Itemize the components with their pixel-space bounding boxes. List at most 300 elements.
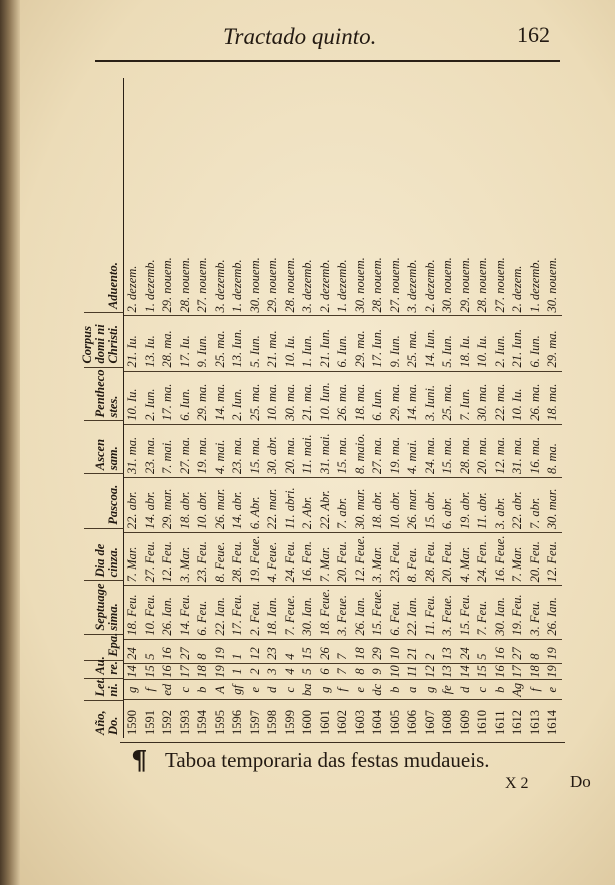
- cell-epact: 8: [194, 639, 212, 663]
- cell-ash-wednesday: 7. Mar.: [509, 532, 527, 585]
- cell-corpus-christi: 10. Iu.: [474, 315, 492, 370]
- cell-ascension: 23. ma.: [142, 424, 160, 477]
- cell-ash-wednesday: 12. Feu.: [544, 532, 562, 585]
- cell-septuagesima: 26. Ian.: [544, 585, 562, 638]
- cell-ascension: 8. ma.: [544, 424, 562, 477]
- cell-advent: 1. dezemb.: [335, 259, 350, 313]
- cell-year: 1610: [474, 699, 492, 738]
- cell-septuagesima: 18. Feue.: [317, 585, 335, 638]
- cell-easter: 15. abr.: [422, 477, 440, 532]
- cell-pentecost: 30. ma.: [282, 371, 300, 424]
- cell-dominical-letter: c: [282, 679, 300, 699]
- table-row: [544, 78, 562, 738]
- table-row: [527, 78, 545, 738]
- cell-ascension: 31. ma.: [124, 424, 142, 477]
- cell-septuagesima: 15. Feu.: [457, 585, 475, 638]
- table-row: [509, 78, 527, 738]
- cell-ash-wednesday: 28. Feu.: [422, 532, 440, 585]
- cell-advent: 29. nouem.: [160, 257, 175, 313]
- cell-corpus-christi: 29. ma.: [544, 315, 562, 370]
- cell-golden-number: 18: [194, 663, 212, 680]
- cell-pentecost: 25. ma.: [247, 371, 265, 424]
- cell-dominical-letter: b: [387, 679, 405, 699]
- cell-golden-number: 2: [247, 663, 265, 680]
- page-number: 162: [517, 22, 550, 47]
- table-caption: Taboa temporaria das festas mudaueis.: [165, 748, 490, 772]
- column-header-epact: Epa.: [84, 634, 124, 660]
- cell-golden-number: 17: [177, 663, 195, 680]
- cell-pentecost: 26. ma.: [527, 371, 545, 424]
- cell-pentecost: 6. Iun.: [177, 371, 195, 424]
- cell-ascension: 16. ma.: [527, 424, 545, 477]
- cell-corpus-christi: 13. Iun.: [229, 315, 247, 370]
- cell-pentecost: 29. ma.: [387, 371, 405, 424]
- table-row: [334, 78, 352, 738]
- cell-easter: 18. abr.: [369, 477, 387, 532]
- cell-dominical-letter: e: [247, 679, 265, 699]
- cell-septuagesima: 3. Feu.: [527, 585, 545, 638]
- header-rule: [95, 60, 560, 62]
- table-row: [177, 78, 195, 738]
- cell-golden-number: 19: [544, 663, 562, 680]
- cell-golden-number: 5: [299, 663, 317, 680]
- cell-advent: 30. nouem.: [545, 257, 560, 313]
- column-header-corpus-christi: Corpus domi ni Christi.: [84, 312, 124, 367]
- cell-ash-wednesday: 19. Feue.: [247, 532, 265, 585]
- cell-advent: 2. dezem.: [510, 265, 525, 313]
- cell-easter: 19. abr.: [457, 477, 475, 532]
- cell-year: 1612: [509, 699, 527, 738]
- cell-ascension: 31. mai.: [317, 424, 335, 477]
- cell-dominical-letter: d: [264, 679, 282, 699]
- cell-corpus-christi: 9. Iun.: [387, 315, 405, 370]
- cell-epact: 26: [317, 639, 335, 663]
- cell-corpus-christi: 5. Iun.: [247, 315, 265, 370]
- cell-pentecost: 18. ma.: [352, 371, 370, 424]
- cell-corpus-christi: 2. Iun.: [492, 315, 510, 370]
- cell-ascension: 11. mai.: [299, 424, 317, 477]
- table-row: [352, 78, 370, 738]
- cell-septuagesima: 6. Feu.: [194, 585, 212, 638]
- cell-golden-number: 9: [369, 663, 387, 680]
- cell-pentecost: 14. ma.: [212, 371, 230, 424]
- cell-easter: 14. abr.: [229, 477, 247, 532]
- cell-corpus-christi: 6. Iun.: [527, 315, 545, 370]
- cell-pentecost: 10. ma.: [264, 371, 282, 424]
- cell-golden-number: 15: [142, 663, 160, 680]
- cell-septuagesima: 17. Feu.: [229, 585, 247, 638]
- table-row: [439, 78, 457, 738]
- cell-dominical-letter: g: [124, 679, 142, 699]
- cell-epact: 24: [457, 639, 475, 663]
- table-row: [142, 78, 160, 738]
- cell-septuagesima: 30. Ian.: [492, 585, 510, 638]
- cell-pentecost: 10. Iun.: [317, 371, 335, 424]
- cell-golden-number: 19: [212, 663, 230, 680]
- column-header-ash-wednesday: Dia de cinza.: [84, 528, 124, 581]
- cell-septuagesima: 7. Feu.: [474, 585, 492, 638]
- table-row: [194, 78, 212, 738]
- cell-easter: 10. abr.: [194, 477, 212, 532]
- cell-epact: 21: [404, 639, 422, 663]
- cell-corpus-christi: 21. Iun.: [509, 315, 527, 370]
- table-row: [457, 78, 475, 738]
- cell-advent: 1. dezemb.: [527, 259, 542, 313]
- cell-advent: 3. dezemb.: [405, 259, 420, 313]
- table-row: [282, 78, 300, 738]
- table-row: [474, 78, 492, 738]
- cell-epact: 2: [422, 639, 440, 663]
- cell-dominical-letter: g: [317, 679, 335, 699]
- cell-easter: 30. mar.: [544, 477, 562, 532]
- cell-advent: 27. nouem.: [492, 257, 507, 313]
- cell-corpus-christi: 1. Iun.: [299, 315, 317, 370]
- cell-pentecost: 14. ma.: [404, 371, 422, 424]
- cell-advent: 28. nouem.: [177, 257, 192, 313]
- cell-golden-number: 12: [422, 663, 440, 680]
- cell-ascension: 20. ma.: [474, 424, 492, 477]
- cell-golden-number: 16: [159, 663, 177, 680]
- cell-easter: 2. Abr.: [299, 477, 317, 532]
- cell-septuagesima: 7. Feue.: [282, 585, 300, 638]
- cell-year: 1603: [352, 699, 370, 738]
- table-row: [247, 78, 265, 738]
- cell-easter: 30. mar.: [352, 477, 370, 532]
- cell-year: 1590: [124, 699, 142, 738]
- cell-advent: 3. dezemb.: [300, 259, 315, 313]
- cell-ascension: 23. ma.: [229, 424, 247, 477]
- cell-dominical-letter: ed: [159, 679, 177, 699]
- cell-corpus-christi: 17. Iun.: [369, 315, 387, 370]
- cell-easter: 22. mar.: [264, 477, 282, 532]
- cell-corpus-christi: 25. ma.: [212, 315, 230, 370]
- cell-year: 1599: [282, 699, 300, 738]
- cell-corpus-christi: 21. Iun.: [317, 315, 335, 370]
- cell-ascension: 19. ma.: [387, 424, 405, 477]
- cell-dominical-letter: b: [194, 679, 212, 699]
- cell-golden-number: 14: [124, 663, 142, 680]
- cell-dominical-letter: fe: [439, 679, 457, 699]
- cell-advent: 27. nouem.: [387, 257, 402, 313]
- cell-ash-wednesday: 20. Feu.: [334, 532, 352, 585]
- cell-ash-wednesday: 4. Mar.: [457, 532, 475, 585]
- cell-easter: 7. abr.: [527, 477, 545, 532]
- cell-dominical-letter: f: [334, 679, 352, 699]
- cell-epact: 12: [247, 639, 265, 663]
- table-row: [317, 78, 335, 738]
- cell-septuagesima: 18. Ian.: [264, 585, 282, 638]
- cell-corpus-christi: 29. ma.: [352, 315, 370, 370]
- cell-epact: 13: [439, 639, 457, 663]
- cell-septuagesima: 14. Feu.: [177, 585, 195, 638]
- cell-dominical-letter: c: [177, 679, 195, 699]
- cell-ash-wednesday: 12. Feu.: [159, 532, 177, 585]
- cell-ash-wednesday: 20. Feu.: [527, 532, 545, 585]
- cell-pentecost: 2. Iun.: [142, 371, 160, 424]
- cell-golden-number: 17: [509, 663, 527, 680]
- cell-year: 1608: [439, 699, 457, 738]
- cell-septuagesima: 22. Ian.: [404, 585, 422, 638]
- table-row: [212, 78, 230, 738]
- cell-ascension: 27. ma.: [177, 424, 195, 477]
- cell-ash-wednesday: 24. Feu.: [282, 532, 300, 585]
- cell-corpus-christi: 18. Iu.: [457, 315, 475, 370]
- cell-dominical-letter: dc: [369, 679, 387, 699]
- cell-easter: 26. mar.: [404, 477, 422, 532]
- cell-dominical-letter: Ag: [509, 679, 527, 699]
- cell-dominical-letter: e: [352, 679, 370, 699]
- cell-advent: 1. dezemb.: [142, 259, 157, 313]
- cell-ash-wednesday: 7. Mar.: [124, 532, 142, 585]
- cell-easter: 10. abr.: [387, 477, 405, 532]
- column-header-golden-number: Au. re.: [84, 660, 124, 678]
- cell-easter: 26. mar.: [212, 477, 230, 532]
- cell-epact: 5: [474, 639, 492, 663]
- cell-year: 1595: [212, 699, 230, 738]
- table-body: [124, 78, 562, 738]
- cell-easter: 14. abr.: [142, 477, 160, 532]
- cell-pentecost: 22. ma.: [492, 371, 510, 424]
- cell-dominical-letter: gf: [229, 679, 247, 699]
- cell-epact: 19: [544, 639, 562, 663]
- cell-easter: 22. abr.: [509, 477, 527, 532]
- cell-year: 1602: [334, 699, 352, 738]
- cell-year: 1596: [229, 699, 247, 738]
- cell-ash-wednesday: 4. Feue.: [264, 532, 282, 585]
- cell-year: 1592: [159, 699, 177, 738]
- cell-epact: 29: [369, 639, 387, 663]
- cell-epact: 16: [159, 639, 177, 663]
- cell-ascension: 27. ma.: [369, 424, 387, 477]
- cell-golden-number: 3: [264, 663, 282, 680]
- cell-golden-number: 1: [229, 663, 247, 680]
- signature-mark: X 2: [505, 775, 529, 792]
- cell-ascension: 15. ma.: [439, 424, 457, 477]
- cell-advent: 29. nouem.: [457, 257, 472, 313]
- cell-advent: 27. nouem.: [195, 257, 210, 313]
- pilcrow-mark: ¶: [131, 746, 148, 776]
- cell-epact: 24: [124, 639, 142, 663]
- cell-ascension: 30. abr.: [264, 424, 282, 477]
- cell-ash-wednesday: 16. Feue.: [492, 532, 510, 585]
- cell-easter: 18. abr.: [177, 477, 195, 532]
- cell-epact: 4: [282, 639, 300, 663]
- cell-corpus-christi: 28. ma.: [159, 315, 177, 370]
- cell-epact: 7: [334, 639, 352, 663]
- cell-year: 1593: [177, 699, 195, 738]
- cell-easter: 29. mar.: [159, 477, 177, 532]
- cell-advent: 28. nouem.: [370, 257, 385, 313]
- cell-ash-wednesday: 3. Mar.: [369, 532, 387, 585]
- table-row: [124, 78, 142, 738]
- cell-pentecost: 2. Iun.: [229, 371, 247, 424]
- cell-easter: 7. abr.: [334, 477, 352, 532]
- cell-easter: 3. abr.: [492, 477, 510, 532]
- cell-septuagesima: 19. Feu.: [509, 585, 527, 638]
- cell-septuagesima: 3. Feue.: [439, 585, 457, 638]
- cell-golden-number: 18: [527, 663, 545, 680]
- cell-dominical-letter: c: [474, 679, 492, 699]
- cell-pentecost: 17. ma.: [159, 371, 177, 424]
- cell-year: 1594: [194, 699, 212, 738]
- cell-epact: 27: [177, 639, 195, 663]
- cell-golden-number: 11: [404, 663, 422, 680]
- cell-pentecost: 7. Iun.: [457, 371, 475, 424]
- column-header-septuagesima: Septuage sima.: [84, 580, 124, 633]
- cell-septuagesima: 22. Ian.: [212, 585, 230, 638]
- cell-septuagesima: 11. Feu.: [422, 585, 440, 638]
- table-row: [264, 78, 282, 738]
- cell-golden-number: 15: [474, 663, 492, 680]
- cell-easter: 11. abri.: [282, 477, 300, 532]
- cell-year: 1598: [264, 699, 282, 738]
- cell-corpus-christi: 14. Iun.: [422, 315, 440, 370]
- cell-easter: 22. Abr.: [317, 477, 335, 532]
- cell-epact: 10: [387, 639, 405, 663]
- cell-ash-wednesday: 16. Fen.: [299, 532, 317, 585]
- cell-ash-wednesday: 20. Feu.: [439, 532, 457, 585]
- column-header-pentecost: Pentheco stes.: [84, 367, 124, 421]
- cell-golden-number: 7: [334, 663, 352, 680]
- cell-easter: 11. abr.: [474, 477, 492, 532]
- table-row: [422, 78, 440, 738]
- cell-advent: 2. dezemb.: [422, 259, 437, 313]
- cell-ascension: 31. ma.: [509, 424, 527, 477]
- cell-septuagesima: 10. Feu.: [142, 585, 160, 638]
- cell-pentecost: 29. ma.: [194, 371, 212, 424]
- table-row: [404, 78, 422, 738]
- cell-pentecost: 10. Iu.: [509, 371, 527, 424]
- cell-ascension: 15. ma.: [247, 424, 265, 477]
- cell-ascension: 15. ma.: [334, 424, 352, 477]
- table-row: [299, 78, 317, 738]
- cell-epact: 8: [527, 639, 545, 663]
- cell-dominical-letter: f: [527, 679, 545, 699]
- column-header-year: Año, Do.: [84, 700, 124, 738]
- table-row: [492, 78, 510, 738]
- cell-septuagesima: 26. Ian.: [159, 585, 177, 638]
- cell-dominical-letter: d: [457, 679, 475, 699]
- cell-epact: 19: [212, 639, 230, 663]
- cell-ascension: 28. ma.: [457, 424, 475, 477]
- cell-dominical-letter: b: [492, 679, 510, 699]
- cell-ash-wednesday: 12. Feue.: [352, 532, 370, 585]
- cell-dominical-letter: g: [422, 679, 440, 699]
- table-header-row: [80, 78, 124, 738]
- cell-corpus-christi: 13. Iu.: [142, 315, 160, 370]
- cell-year: 1607: [422, 699, 440, 738]
- cell-dominical-letter: a: [404, 679, 422, 699]
- cell-epact: 27: [509, 639, 527, 663]
- cell-dominical-letter: f: [142, 679, 160, 699]
- cell-ash-wednesday: 7. Mar.: [317, 532, 335, 585]
- cell-epact: 1: [229, 639, 247, 663]
- cell-dominical-letter: e: [544, 679, 562, 699]
- column-header-easter: Pascoa.: [84, 473, 124, 528]
- cell-ash-wednesday: 28. Feu.: [229, 532, 247, 585]
- cell-golden-number: 4: [282, 663, 300, 680]
- cell-year: 1606: [404, 699, 422, 738]
- running-head: [0, 0, 615, 70]
- cell-golden-number: 6: [317, 663, 335, 680]
- cell-corpus-christi: 5. Iun.: [439, 315, 457, 370]
- cell-ascension: 19. ma.: [194, 424, 212, 477]
- table-row: [369, 78, 387, 738]
- cell-pentecost: 26. ma.: [334, 371, 352, 424]
- cell-ash-wednesday: 24. Fen.: [474, 532, 492, 585]
- column-header-ascension: Ascen sam.: [84, 420, 124, 473]
- cell-corpus-christi: 25. ma.: [404, 315, 422, 370]
- cell-corpus-christi: 17. Iu.: [177, 315, 195, 370]
- cell-pentecost: 25. ma.: [439, 371, 457, 424]
- cell-corpus-christi: 21. Iu.: [124, 315, 142, 370]
- cell-pentecost: 21. ma.: [299, 371, 317, 424]
- cell-corpus-christi: 6. Iun.: [334, 315, 352, 370]
- cell-corpus-christi: 21. ma.: [264, 315, 282, 370]
- cell-advent: 30. nouem.: [247, 257, 262, 313]
- cell-advent: 2. dezemb.: [317, 259, 332, 313]
- cell-year: 1609: [457, 699, 475, 738]
- cell-golden-number: 8: [352, 663, 370, 680]
- cell-septuagesima: 15. Feue.: [369, 585, 387, 638]
- cell-golden-number: 16: [492, 663, 510, 680]
- cell-ascension: 4. mai.: [404, 424, 422, 477]
- cell-ash-wednesday: 8. Feu.: [404, 532, 422, 585]
- cell-advent: 30. nouem.: [440, 257, 455, 313]
- cell-pentecost: 6. Iun.: [369, 371, 387, 424]
- table-row: [387, 78, 405, 738]
- cell-ascension: 24. ma.: [422, 424, 440, 477]
- cell-dominical-letter: ba: [299, 679, 317, 699]
- cell-golden-number: 10: [387, 663, 405, 680]
- catchword: Do: [570, 772, 591, 791]
- cell-pentecost: 18. ma.: [544, 371, 562, 424]
- cell-golden-number: 13: [439, 663, 457, 680]
- cell-ascension: 7. mai.: [159, 424, 177, 477]
- cell-ash-wednesday: 3. Mar.: [177, 532, 195, 585]
- cell-advent: 2. dezem.: [125, 265, 140, 313]
- cell-ash-wednesday: 23. Feu.: [194, 532, 212, 585]
- cell-year: 1611: [492, 699, 510, 738]
- page-title: Tractado quinto.: [223, 24, 377, 49]
- cell-easter: 6. Abr.: [247, 477, 265, 532]
- binding-gutter: [0, 0, 20, 885]
- column-header-dominical-letter: Let. ni.: [84, 678, 124, 700]
- cell-advent: 1. dezemb.: [230, 259, 245, 313]
- cell-year: 1600: [299, 699, 317, 738]
- cell-epact: 18: [352, 639, 370, 663]
- caption-rule: [120, 742, 565, 743]
- cell-pentecost: 30. ma.: [474, 371, 492, 424]
- movable-feasts-table: [80, 78, 569, 738]
- cell-year: 1605: [387, 699, 405, 738]
- cell-ash-wednesday: 8. Feue.: [212, 532, 230, 585]
- cell-septuagesima: 3. Feue.: [334, 585, 352, 638]
- cell-advent: 28. nouem.: [282, 257, 297, 313]
- cell-year: 1591: [142, 699, 160, 738]
- cell-ash-wednesday: 27. Feu.: [142, 532, 160, 585]
- cell-septuagesima: 30. Ian.: [299, 585, 317, 638]
- cell-year: 1614: [544, 699, 562, 738]
- cell-septuagesima: 2. Feu.: [247, 585, 265, 638]
- cell-epact: 16: [492, 639, 510, 663]
- cell-septuagesima: 6. Feu.: [387, 585, 405, 638]
- cell-year: 1613: [527, 699, 545, 738]
- cell-easter: 22. abr.: [124, 477, 142, 532]
- cell-septuagesima: 26. Ian.: [352, 585, 370, 638]
- cell-ash-wednesday: 23. Feu.: [387, 532, 405, 585]
- cell-epact: 15: [299, 639, 317, 663]
